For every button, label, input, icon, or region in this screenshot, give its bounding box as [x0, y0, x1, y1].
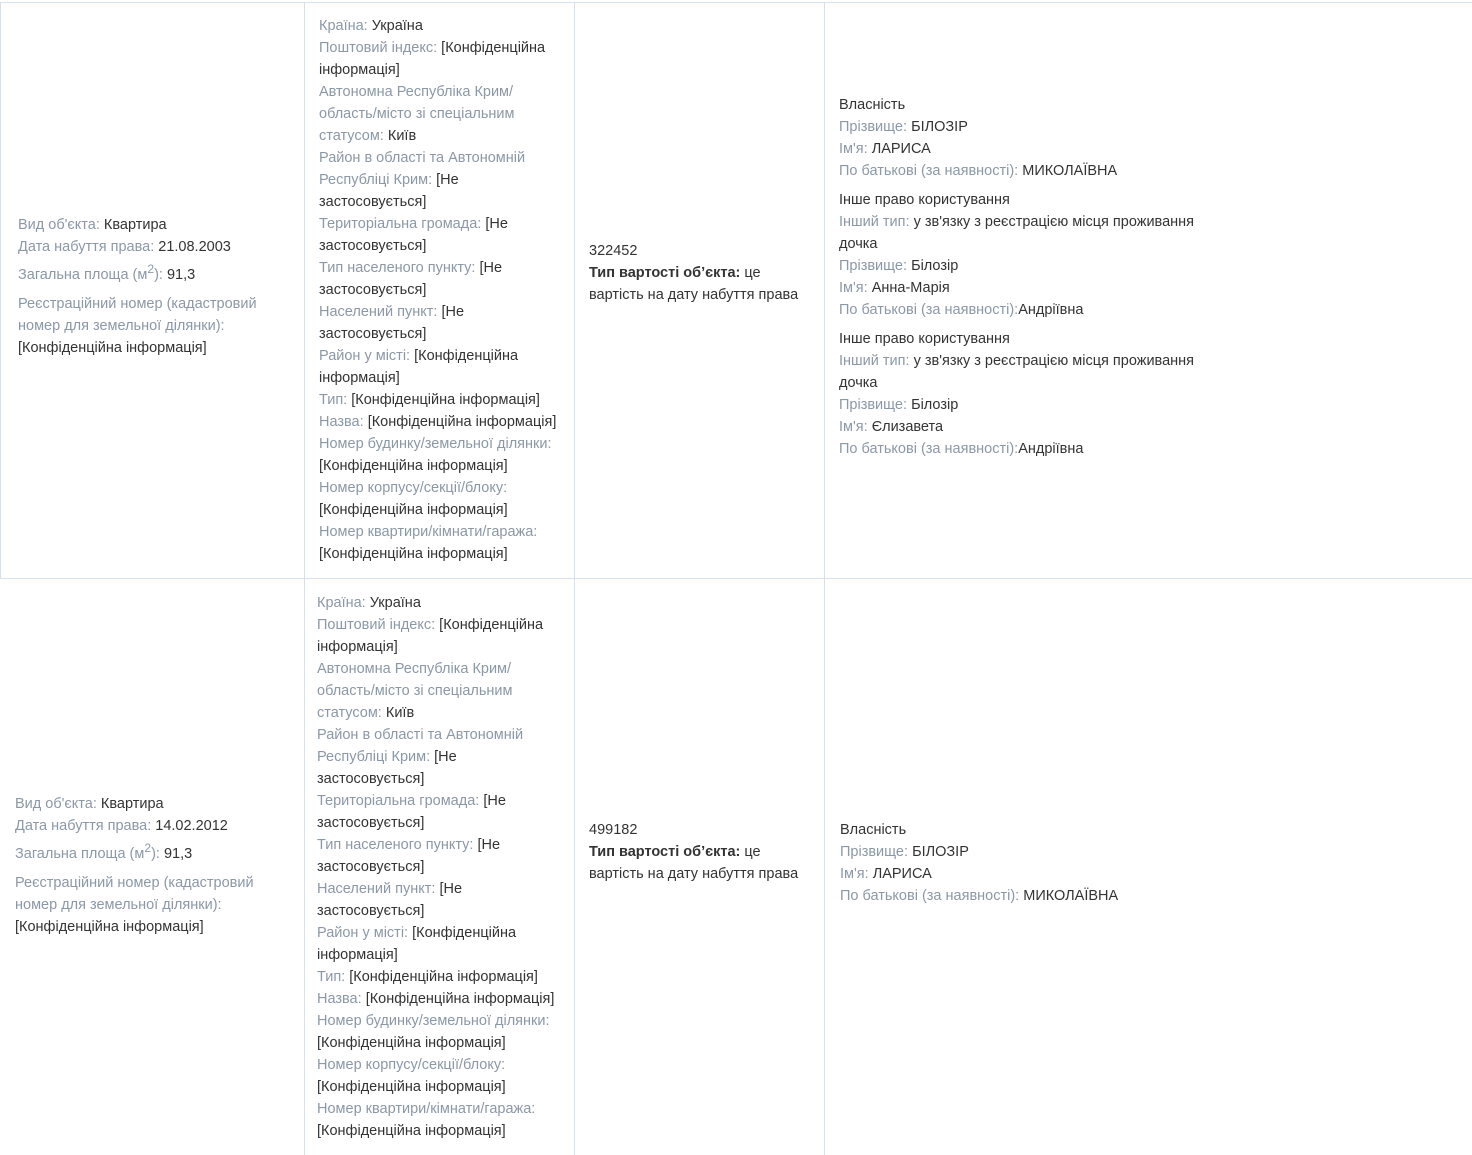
country-value: Україна	[369, 595, 421, 611]
building-value: [Конфіденційна інформація]	[317, 1079, 506, 1095]
right-entry: Інше право користування Інший тип: у зв'язку з реєстрацією місця проживання дочка Прізвище: Білозір Ім'я: Анна-Марія По батькові (за наявності):Андріївна	[839, 189, 1219, 321]
acquired-date-line: Дата набуття права: 21.08.2003	[18, 239, 231, 255]
object-cell	[18, 214, 288, 359]
first-name-value: ЛАРИСА	[872, 866, 932, 882]
column-divider	[304, 2, 305, 1155]
other-type-value: у зв'язку з реєстрацією місця проживання	[913, 214, 1195, 230]
surname-value: БІЛОЗІР	[912, 844, 969, 860]
rights-cell	[839, 94, 1219, 460]
right-title: Власність	[839, 97, 906, 113]
building-value: [Конфіденційна інформація]	[319, 502, 508, 518]
reg-number-value: [Конфіденційна інформація]	[18, 339, 207, 356]
country-value: Україна	[371, 18, 423, 34]
postal-value: [Конфіденційна інформація]	[319, 40, 546, 78]
reg-number-line: Реєстраційний номер (кадастровий номер для земельної ділянки): [Конфіденційна інформація]	[18, 295, 257, 356]
city-district-value: [Конфіденційна інформація]	[319, 348, 519, 386]
cost-cell: 322452 Тип вартості об’єкта: це вартість на дату набуття права	[589, 240, 799, 306]
object-type-line: Вид об'єкта: Квартира	[18, 217, 167, 233]
address-cell: Країна: Україна Поштовий індекс: [Конфіденційна інформація] Автономна Республіка Крим/ область/місто зі спеціальним статусом: Київ Район в області та Автономній Республіці Крим: [Не застосовується] Територіальна громада: [Не застосовується] Тип населеного пункту: [Не застосовується] Населений пункт: [Не застосовується] Район у місті: [Конфіденційна інформація] Тип: [Конфіденційна інформація] Назва: [Конфіденційна інформація] Номер будинку/земельної ділянки: [Конфіденційна інформація] Номер корпусу/секції/блоку: [Конфіденційна інформація] Номер квартири/кімнати/гаража: [Конфіденційна інформація]	[319, 18, 557, 562]
acquired-date-value: 14.02.2012	[155, 818, 228, 834]
surname-value: Білозір	[911, 258, 959, 274]
community-value: [Не застосовується]	[319, 216, 508, 254]
column-divider	[824, 2, 825, 1155]
other-type-value: у зв'язку з реєстрацією місця проживання	[913, 353, 1195, 369]
address-cell: Країна: Україна Поштовий індекс: [Конфіденційна інформація] Автономна Республіка Крим/ область/місто зі спеціальним статусом: Київ Район в області та Автономній Республіці Крим: [Не застосовується] Територіальна громада: [Не застосовується] Тип населеного пункту: [Не застосовується] Населений пункт: [Не застосовується] Район у місті: [Конфіденційна інформація] Тип: [Конфіденційна інформація] Назва: [Конфіденційна інформація] Номер будинку/земельної ділянки: [Конфіденційна інформація] Номер корпусу/секції/блоку: [Конфіденційна інформація] Номер квартири/кімнати/гаража: [Конфіденційна інформація]	[317, 595, 555, 1139]
relation-value: дочка	[839, 375, 878, 391]
column-divider	[0, 2, 1, 578]
right-title: Інше право користування	[839, 331, 1010, 347]
table-top-border	[0, 2, 1472, 3]
district-region-value: [Не застосовується]	[317, 749, 457, 787]
street-type-value: [Конфіденційна інформація]	[351, 392, 540, 408]
settlement-value: [Не застосовується]	[317, 881, 463, 919]
apartment-value: [Конфіденційна інформація]	[317, 1123, 506, 1139]
reg-number-line: Реєстраційний номер (кадастровий номер для земельної ділянки): [Конфіденційна інформація]	[15, 874, 254, 935]
city-district-value: [Конфіденційна інформація]	[317, 925, 517, 963]
rights-cell	[840, 819, 1220, 907]
region-value: Київ	[385, 705, 415, 721]
area-value: 91,3	[166, 266, 196, 283]
acquired-date-line: Дата набуття права: 14.02.2012	[15, 818, 228, 834]
area-line: Загальна площа $(м^2)$: 91,3	[18, 262, 196, 283]
cost-amount: 322452	[589, 243, 638, 259]
reg-number-value: [Конфіденційна інформація]	[15, 918, 204, 935]
cost-type-value: це вартість на дату набуття права	[589, 265, 799, 303]
column-divider	[574, 2, 575, 1155]
settlement-type-value: [Не застосовується]	[319, 260, 503, 298]
right-entry: Інше право користування Інший тип: у зв'язку з реєстрацією місця проживання дочка Прізвище: Білозір Ім'я: Єлизавета По батькові (за наявності):Андріївна	[839, 328, 1219, 460]
patronymic-value: МИКОЛАЇВНА	[1023, 888, 1119, 904]
patronymic-value: Андріївна	[1018, 302, 1084, 318]
object-type-value: Квартира	[103, 217, 167, 233]
right-entry: Власність Прізвище: БІЛОЗІР Ім'я: ЛАРИСА По батькові (за наявності): МИКОЛАЇВНА	[839, 94, 1219, 182]
surname-value: Білозір	[911, 397, 959, 413]
right-title: Власність	[840, 822, 907, 838]
first-name-value: Єлизавета	[871, 419, 944, 435]
acquired-date-value: 21.08.2003	[158, 239, 231, 255]
relation-value: дочка	[839, 236, 878, 252]
right-entry: Власність Прізвище: БІЛОЗІР Ім'я: ЛАРИСА По батькові (за наявності): МИКОЛАЇВНА	[840, 819, 1220, 907]
surname-value: БІЛОЗІР	[911, 119, 968, 135]
community-value: [Не застосовується]	[317, 793, 506, 831]
postal-value: [Конфіденційна інформація]	[317, 617, 544, 655]
cost-type-value: це вартість на дату набуття права	[589, 844, 799, 882]
street-name-value: [Конфіденційна інформація]	[365, 991, 555, 1007]
object-type-value: Квартира	[100, 796, 164, 812]
house-value: [Конфіденційна інформація]	[319, 458, 508, 474]
row-divider	[0, 578, 1472, 579]
patronymic-value: МИКОЛАЇВНА	[1022, 163, 1118, 179]
settlement-type-value: [Не застосовується]	[317, 837, 501, 875]
first-name-value: Анна-Марія	[871, 280, 950, 296]
object-type-line: Вид об'єкта: Квартира	[15, 796, 164, 812]
area-line: Загальна площа $(м^2)$: 91,3	[15, 841, 193, 862]
street-type-value: [Конфіденційна інформація]	[349, 969, 538, 985]
patronymic-value: Андріївна	[1018, 441, 1084, 457]
object-cell	[15, 793, 285, 938]
street-name-value: [Конфіденційна інформація]	[367, 414, 557, 430]
district-region-value: [Не застосовується]	[319, 172, 459, 210]
right-title: Інше право користування	[839, 192, 1010, 208]
apartment-value: [Конфіденційна інформація]	[319, 546, 508, 562]
cost-cell: 499182 Тип вартості об’єкта: це вартість на дату набуття права	[589, 819, 799, 885]
area-value: 91,3	[163, 845, 193, 862]
house-value: [Конфіденційна інформація]	[317, 1035, 506, 1051]
settlement-value: [Не застосовується]	[319, 304, 465, 342]
region-value: Київ	[387, 128, 417, 144]
first-name-value: ЛАРИСА	[871, 141, 931, 157]
cost-amount: 499182	[589, 822, 638, 838]
